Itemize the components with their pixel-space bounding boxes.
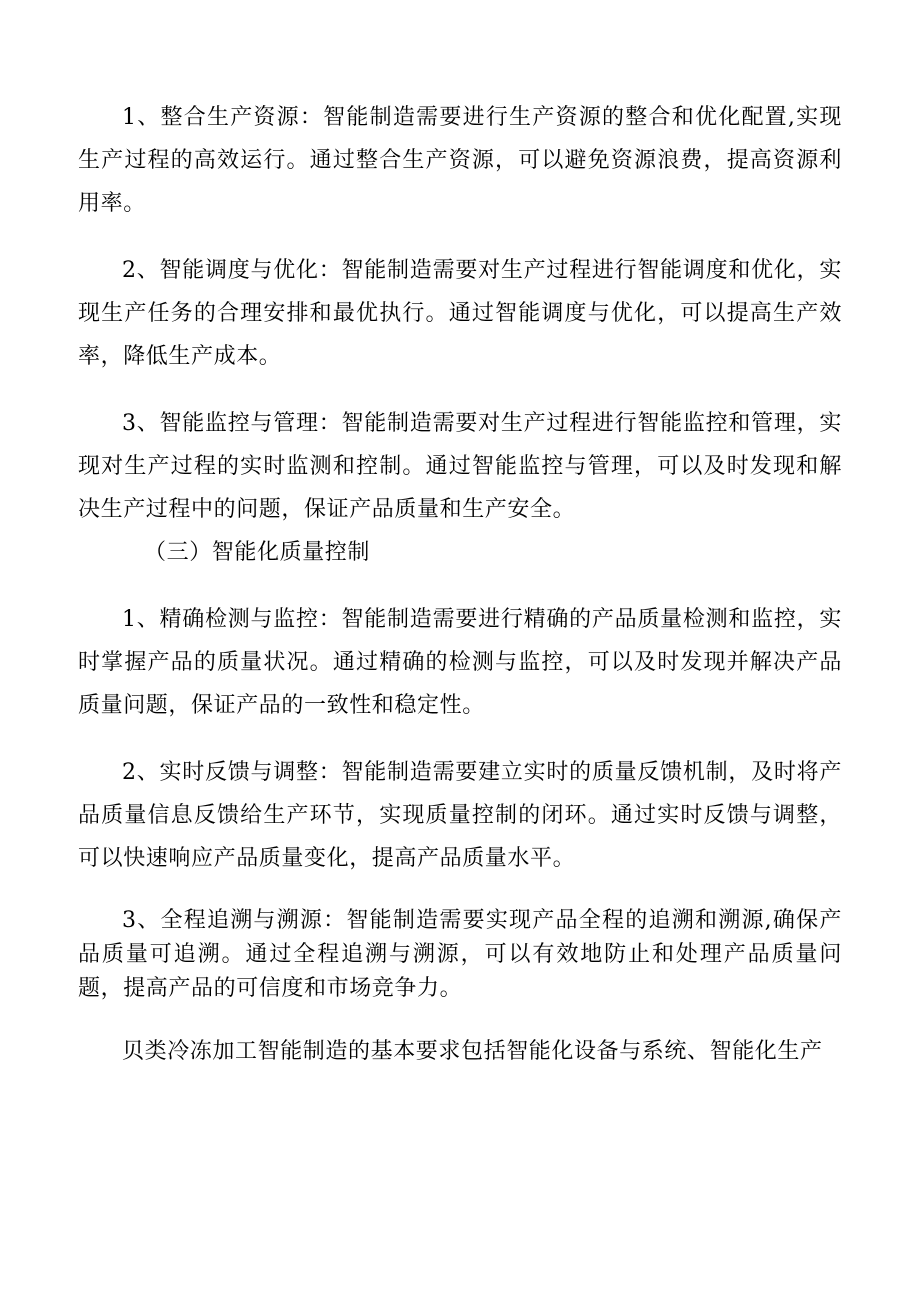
paragraph-full-traceability: 3、全程追溯与溯源：智能制造需要实现产品全程的追溯和溯源,确保产品质量可追溯。通过全程追溯与溯源，可以有效地防止和处理产品质量问题，提高产品的可信度和市场竞争力。	[78, 908, 842, 1001]
paragraph-precise-detection: 1、精确检测与监控：智能制造需要进行精确的产品质量检测和监控，实时掌握产品的质量状况。通过精确的检测与监控，可以及时发现并解决产品质量问题，保证产品的一致性和稳定性。	[78, 607, 842, 718]
paragraph-scheduling-optimization: 2、智能调度与优化：智能制造需要对生产过程进行智能调度和优化，实现生产任务的合理安排和最优执行。通过智能调度与优化，可以提高生产效率，降低生产成本。	[78, 258, 842, 369]
section-heading: （三）智能化质量控制	[144, 540, 371, 565]
paragraph-closing: 贝类冷冻加工智能制造的基本要求包括智能化设备与系统、智能化生产	[122, 1039, 823, 1064]
paragraph-monitoring-management: 3、智能监控与管理：智能制造需要对生产过程进行智能监控和管理，实现对生产过程的实时监测和控制。通过智能监控与管理，可以及时发现和解决生产过程中的问题，保证产品质量和生产安全。	[78, 411, 842, 522]
paragraph-integrate-resources: 1、整合生产资源：智能制造需要进行生产资源的整合和优化配置,实现生产过程的高效运行。通过整合生产资源，可以避免资源浪费，提高资源利用率。	[78, 105, 842, 216]
paragraph-realtime-feedback: 2、实时反馈与调整：智能制造需要建立实时的质量反馈机制，及时将产品质量信息反馈给生产环节，实现质量控制的闭环。通过实时反馈与调整，可以快速响应产品质量变化，提高产品质量水平。	[78, 760, 842, 871]
document-page	[78, 96, 842, 1073]
